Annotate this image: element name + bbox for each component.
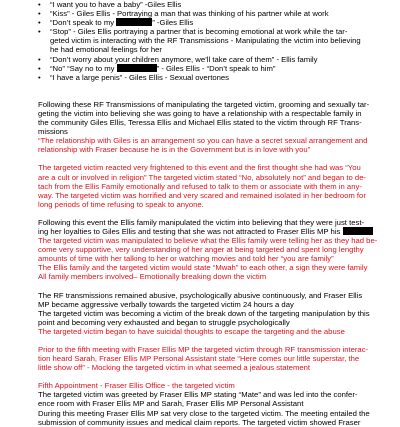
section-heading-fifth-appointment: Fifth Appointment - Fraser Ellis Office - the targeted victim [38,381,235,391]
paragraph-fifth-appointment [38,390,392,426]
text-line: submission of community issues and medical claim reports. The targeted victim showed Fraser [38,417,361,427]
paragraph-rf-grooming [38,100,392,136]
text-line: During this meeting Fraser Ellis MP sat very close to the targeted victim. The meeting entailed the [38,408,370,418]
redaction-block [117,64,157,72]
text-line: come very supportive, very understanding of her anger at being targeted and spent long lengthy [38,245,364,255]
text-line: Following this event the Ellis family manipulated the victim into believing that they were just test- [38,217,365,227]
bullet-text: “Don’t worry about your children anymore, we’ll take care of them” - Ellis family [50,54,318,64]
text-line: The targeted victim was becoming a victim of the break down of the targeting manipulation by this [38,308,370,318]
bullet-item [38,18,392,27]
text-line: little show off” - Mocking the targeted victim in what seemed a jealous statement [38,363,311,373]
text-line: The RF transmissions remained abusive, psychologically abusive continuously, and Fraser Ellis [38,290,363,300]
bullet-text: ” -Giles Ellis [152,18,194,28]
text-line: The targeted victim was greeted by Fraser Ellis MP stating “Mate” and was led into the confer- [38,390,358,400]
bullet-text: “Stop” - Giles Ellis portraying a partner that is becoming emotional at work while the tar- [50,27,348,37]
text-line: are a cult or involved in religion” The targeted victim stated “No, absolutely not” and began to de- [38,172,367,182]
text-line: All family members involved– Emotionally breaking down the victim [38,272,267,282]
text-line: tion heard Sarah, Fraser Ellis MP Personal Assistant state “Here comes our little superstar, the [38,354,360,364]
text-line: ence room with Fraser Ellis MP and Sarah, Fraser Ellis MP Personal Assistant [38,399,304,409]
bullet-text: “Kiss” - Giles Ellis - Portraying a man that was thinking of his partner while at work [50,9,329,19]
bullet-continuation: geted victim is interacting with the RF Transmissions - Manipulating the victim into believing [50,36,361,46]
bullet-text: “No” “Say no to my [50,63,115,73]
text-line: missions [38,127,68,137]
text-line: amounts of time with her talking to her or watching movies and told her “you are family” [38,254,334,264]
paragraph-abusive-transmissions [38,291,392,327]
text-line: point and becoming very exhausted and began to struggle psychologically [38,317,290,327]
text-line: The Ellis family and the targeted victim would state “Mwah” to each other, a sign they were family [38,263,368,273]
bullet-item [38,27,392,54]
bullet-item [38,0,392,9]
bullet-text: ” - Giles Ellis - “Don’t speak to him” [156,63,276,73]
text-line: The targeted victim reacted very frightened to this event and the first thought she had was “You [38,163,361,173]
text-line: way. The targeted victim was horrified and very scared and remained isolated in her bedroom for [38,190,366,200]
text-line: long periods of time refusing to speak to anyone. [38,199,204,209]
text-line: MP became aggressive verbally towards the targeted victim 24 hours a day [38,299,294,309]
red-quote-relationship [38,136,392,154]
text-line: The targeted victim was manipulated to believe what the Ellis family were telling her as they had be- [38,236,378,246]
red-line-suicidal-thoughts: The targeted victim began to have suicidal thoughts to escape the targeting and the abuse [38,326,345,336]
text-line: geting the victim into believing she was going to have a relationship with a respectable family in [38,108,362,118]
redaction-block [116,18,152,26]
red-paragraph-manipulation [38,236,392,281]
text-line: tach from the Ellis Family emotionally and refused to talk to them or associate with them in any- [38,181,362,191]
bullet-text: “I have a large penis” - Giles Ellis - Sexual overtones [50,72,230,82]
bullet-item [38,55,392,64]
bullet-continuation: he had emotional feelings for her [50,45,162,55]
bullet-item [38,64,392,73]
text-line: “The relationship with Giles is an arrangement so you can have a secret sexual arrangement and [38,136,368,146]
text-line: Following these RF Transmissions of manipulating the targeted victim, grooming and sexually tar- [38,99,370,109]
bullet-text: “Don’t speak to my [50,18,115,28]
text-line: relationship with Fraser because he is in the Government but is in love with you” [38,145,311,155]
bullet-item [38,9,392,18]
redaction-block [343,227,373,235]
red-paragraph-prior-meeting [38,345,392,372]
text-line: the community Giles Ellis, Teressa Ellis and Michael Ellis stated to the victim through RF Trans- [38,118,362,128]
quote-bullet-list [38,0,392,82]
text-line: ing her loyalties to Giles Ellis and testing that she was not attracted to Fraser Ellis MP his [38,226,341,236]
bullet-text: “I want you to have a baby” -Giles Ellis [50,0,182,9]
paragraph-loyalty-test [38,218,392,236]
text-line: Prior to the fifth meeting with Fraser Ellis MP the targeted victim through RF transmission interac- [38,345,369,354]
bullet-item [38,73,392,82]
red-paragraph-reaction [38,163,392,208]
